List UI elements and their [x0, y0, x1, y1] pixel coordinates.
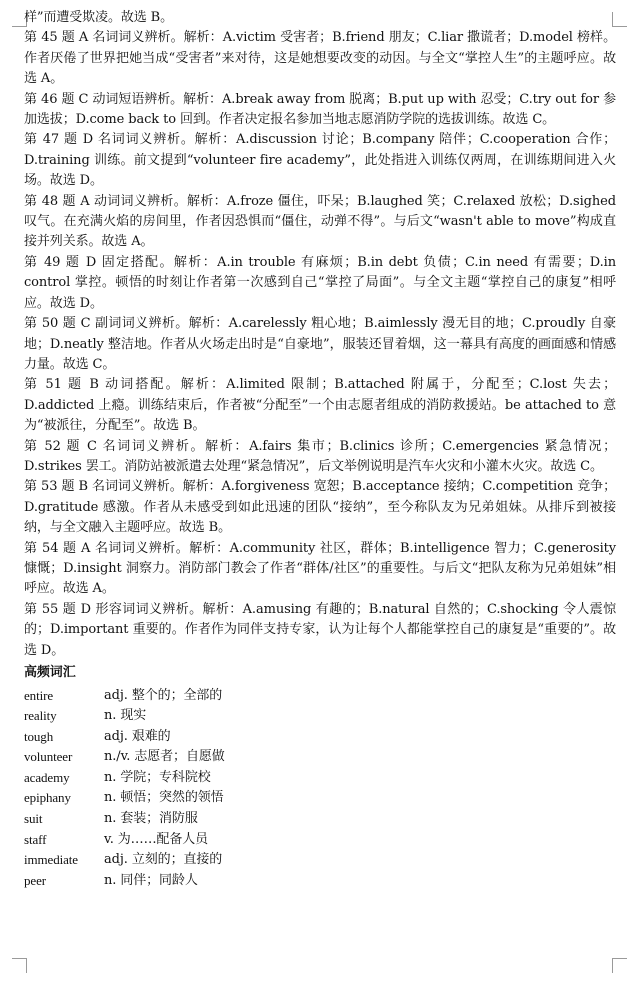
answer-paragraph-52: 第 52 题 C 名词词义辨析。解析：A.fairs 集市；B.clinics 诊所；C.emergencies 紧急情况；D.strikes 罢工。消防站被派遣去处理“紧急情况”，后文举例说明是汽车火灾和小灌木火灾。故选 C。: [24, 438, 616, 474]
vocab-row: [24, 685, 616, 706]
answer-paragraph-51: 第 51 题 B 动词搭配。解析：A.limited 限制；B.attached 附属于，分配至；C.lost 失去；D.addicted 上瘾。训练结束后，作者被“分配至”一个由志愿者组成的消防救援站。be attached to 意为“被派往，分配至”。故选 B。: [24, 377, 616, 434]
vocab-row: [24, 727, 616, 748]
vocab-row: [24, 850, 616, 871]
corner-mark-bottom-right: [612, 958, 627, 973]
vocab-word: reality: [24, 708, 57, 724]
answer-paragraph: 样”而遭受欺凌。故选 B。: [24, 10, 174, 25]
vocab-definition: n./v. 志愿者；自愿做: [104, 749, 225, 765]
vocab-word: volunteer: [24, 749, 73, 765]
vocab-definition: n. 套装；消防服: [104, 811, 198, 827]
vocab-row: [24, 871, 616, 892]
vocab-definition: n. 学院；专科院校: [104, 769, 211, 785]
vocab-word: epiphany: [24, 790, 71, 806]
vocab-heading: 高频词汇: [24, 665, 76, 680]
vocab-definition: v. 为……配备人员: [104, 831, 209, 847]
answer-paragraph-55: 第 55 题 D 形容词词义辨析。解析：A.amusing 有趣的；B.natural 自然的；C.shocking 令人震惊的；D.important 重要的。作者作为同伴支持专家，认为让每个人都能掌控自己的康复是“重要的”。故选 D。: [24, 601, 616, 658]
vocab-word: staff: [24, 831, 47, 847]
vocab-definition: n. 顿悟；突然的领悟: [104, 790, 224, 806]
vocab-row: [24, 706, 616, 727]
vocab-word: peer: [24, 872, 46, 888]
answer-paragraph-46: 第 46 题 C 动词短语辨析。解析：A.break away from 脱离；B.put up with 忍受；C.try out for 参加选拔；D.come back to 回到。作者决定报名参加当地志愿消防学院的选拔训练。故选 C。: [24, 91, 616, 128]
vocab-list: [24, 685, 616, 891]
vocab-definition: adj. 艰难的: [104, 728, 171, 744]
answer-paragraph-47: 第 47 题 D 名词词义辨析。解析：A.discussion 讨论；B.company 陪伴；C.cooperation 合作；D.training 训练。前文提到“volunteer fire academy”，此处指进入训练仅两周，在训练期间进入火场。故选 D。: [24, 132, 616, 189]
vocab-definition: n. 现实: [104, 708, 147, 724]
corner-mark-bottom-left: [12, 958, 27, 973]
answer-paragraph-53: 第 53 题 B 名词词义辨析。解析：A.forgiveness 宽恕；B.acceptance 接纳；C.competition 竞争；D.gratitude 感激。作者从未感受到如此迅速的团队“接纳”，至今称队友为兄弟姐妹。从排斥到被接纳，与全文融入主题呼应。故选 B。: [24, 479, 616, 536]
vocab-word: suit: [24, 811, 43, 827]
vocab-word: academy: [24, 769, 70, 785]
vocab-row: [24, 809, 616, 830]
answer-paragraph-54: 第 54 题 A 名词词义辨析。解析：A.community 社区，群体；B.intelligence 智力；C.generosity 慷慨；D.insight 洞察力。消防部门教会了作者“群体/社区”的重要性。与后文“把队友称为兄弟姐妹”相呼应。故选 A。: [24, 540, 616, 597]
answer-paragraph-50: 第 50 题 C 副词词义辨析。解析：A.carelessly 粗心地；B.aimlessly 漫无目的地；C.proudly 自豪地；D.neatly 整洁地。作者从火场走出时是“自豪地”，服装还冒着烟，这一幕具有高度的画面感和情感力量。故选 C。: [24, 316, 616, 372]
vocab-row: [24, 747, 616, 768]
vocab-definition: adj. 立刻的；直接的: [104, 852, 223, 868]
vocab-row: [24, 768, 616, 789]
answer-paragraph-48: 第 48 题 A 动词词义辨析。解析：A.froze 僵住，吓呆；B.laughed 笑；C.relaxed 放松；D.sighed 叹气。在充满火焰的房间里，作者因恐惧而“僵住，动弹不得”。与后文“wasn't able to move”构成直接并列关系。故选 A。: [24, 193, 616, 250]
vocab-row: [24, 830, 616, 851]
document-body: [24, 8, 616, 891]
vocab-word: entire: [24, 687, 53, 703]
answer-paragraph-45: 第 45 题 A 名词词义辨析。解析：A.victim 受害者；B.friend 朋友；C.liar 撒谎者；D.model 榜样。作者厌倦了世界把她当成“受害者”来对待，这是她想要改变的动因。与全文“掌控人生”的主题呼应。故选 A。: [24, 30, 616, 87]
vocab-definition: n. 同伴；同龄人: [104, 872, 198, 888]
answer-paragraph-49: 第 49 题 D 固定搭配。解析：A.in trouble 有麻烦；B.in debt 负债；C.in need 有需要；D.in control 掌控。顿悟的时刻让作者第一次感到自己“掌控了局面”。与全文主题“掌控自己的康复”相呼应。故选 D。: [24, 254, 616, 311]
vocab-word: immediate: [24, 852, 78, 868]
vocab-word: tough: [24, 728, 54, 744]
vocab-definition: adj. 整个的；全部的: [104, 687, 223, 703]
vocab-row: [24, 788, 616, 809]
